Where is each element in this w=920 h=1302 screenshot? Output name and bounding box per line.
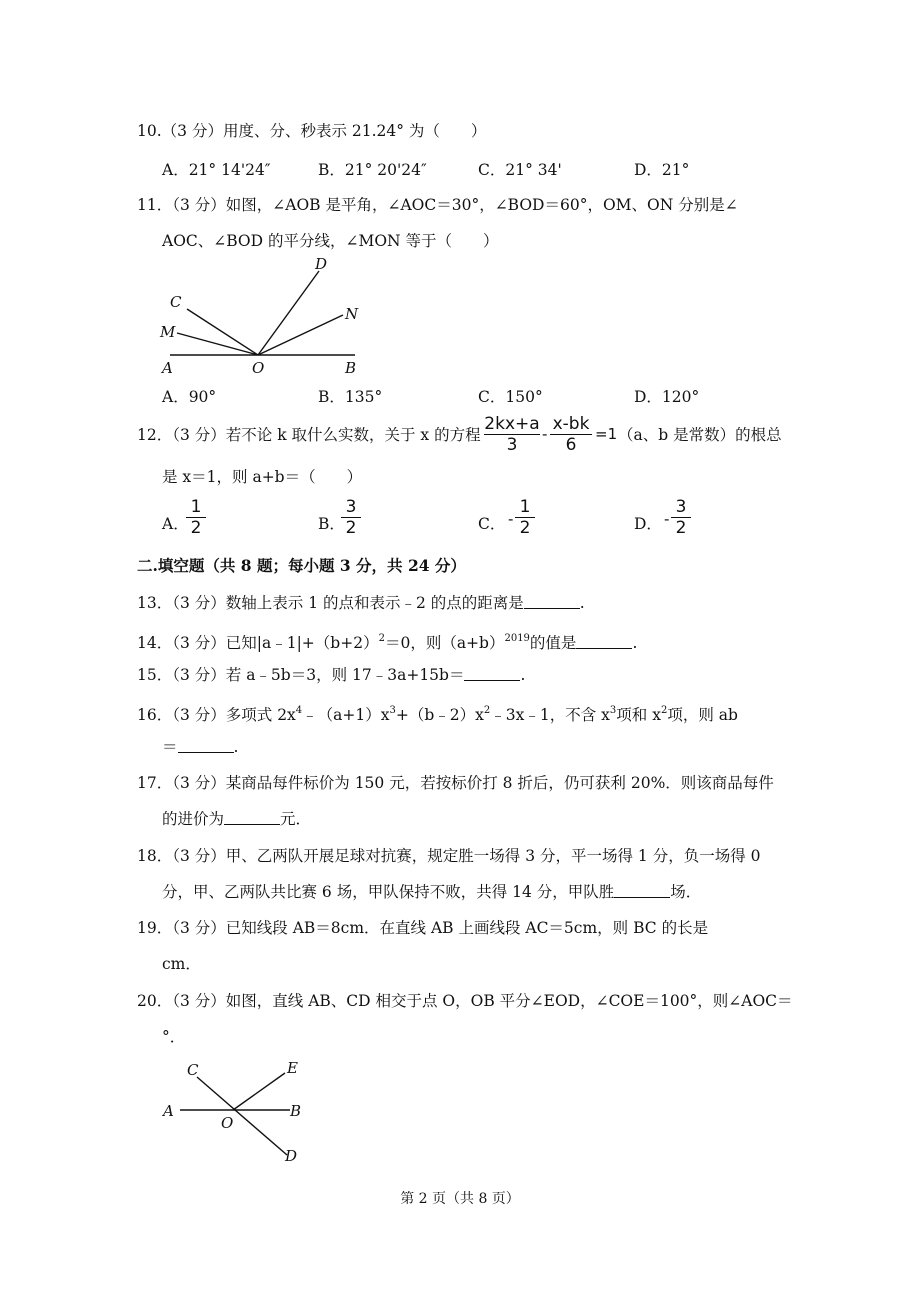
q17-answer-blank [224,810,280,825]
q16-answer-blank [178,738,234,753]
section2-heading: 二.填空题（共 8 题；每小题 3 分，共 24 分） [137,556,466,575]
q12-rhs: =1 [595,425,618,443]
q14-text-a: 14．（3 分）已知|a﹣1|+（b+2） [137,634,379,652]
q20-label-d: D [285,1147,298,1165]
q12-option-b-num: 3 [345,497,357,517]
q19-line1: 19．（3 分）已知线段 AB＝8cm．在直线 AB 上画线段 AC＝5cm，则 BC 的长是 [137,919,709,937]
q19-line2: cm． [162,955,201,973]
q10-stem: 10.（3 分）用度、分、秒表示 21.24° 为（ ） [137,122,487,140]
q12-option-a-num: 1 [190,497,202,517]
q16-t5: 项和 x [616,706,661,724]
q11-label-n: N [345,305,359,323]
q20-label-c: C [187,1061,199,1079]
q20-label-a: A [163,1102,174,1120]
q13-end: . [579,594,585,612]
q11-option-b: B．135° [318,388,383,406]
q16-s3: 2 [483,705,491,716]
q12-option-a-label: A． [162,515,189,533]
q18-line2-suffix: 场． [670,883,702,901]
q18-line1: 18．（3 分）甲、乙两队开展足球对抗赛，规定胜一场得 3 分，平一场得 1 分，负一场得 0 [137,847,761,865]
q11-option-a: A．90° [162,388,217,406]
q12-option-d-num: 3 [675,497,687,517]
q16-s5: 2 [660,705,668,716]
q12-fraction-2 [550,414,592,455]
q11-label-c: C [170,293,182,311]
q20-angle-figure [155,1055,315,1165]
q13 [137,592,585,614]
q11-angle-figure [155,255,375,375]
q12-frac1-numerator: 2kx+a [484,414,540,434]
q12-option-c-den: 2 [519,518,531,538]
q12-option-b-den: 2 [345,518,357,538]
q14-text-b: ＝0，则（a+b） [384,634,505,652]
q15-text: 15．（3 分）若 a﹣5b＝3，则 17﹣3a+15b＝ [137,666,465,684]
q11-stem-line1: 11．（3 分）如图，∠AOB 是平角，∠AOC＝30°，∠BOD＝60°，OM、ON 分别是∠ [137,196,738,214]
q11-label-d: D [315,255,328,273]
q16-line2-prefix: ＝ [162,738,178,756]
q16-line2 [162,736,238,758]
q14-end: . [632,634,638,652]
q12-option-c-label: C． [478,515,506,533]
q17-line2 [162,808,311,830]
q12-frac1-denominator: 3 [506,435,518,455]
q11-option-d: D．120° [634,388,700,406]
q12-option-a-fraction [186,497,206,538]
q16-t6: 项，则 ab [667,706,738,724]
q16-s1: 4 [295,705,303,716]
q10-option-a: A．21° 14'24″ [162,161,271,179]
q20-line2: °． [162,1028,186,1046]
q12-option-c-num: 1 [519,497,531,517]
q15-end: . [520,666,526,684]
q15 [137,664,525,686]
q15-answer-blank [464,666,520,681]
page-footer: 第 2 页（共 8 页） [400,1191,520,1207]
q11-option-c: C．150° [478,388,543,406]
q20-line1: 20．（3 分）如图，直线 AB、CD 相交于点 O，OB 平分∠EOD，∠COE＝100°，则∠AOC＝ [137,992,793,1010]
q11-label-o: O [252,359,265,375]
q16-s4: 3 [609,705,617,716]
q10-option-b: B．21° 20'24″ [318,161,427,179]
q12-option-b-label: B． [318,515,345,533]
q12-option-d-label: D． [634,515,662,533]
q18-line2-prefix: 分，甲、乙两队共比赛 6 场，甲队保持不败，共得 14 分，甲队胜 [162,883,615,901]
q12-frac2-numerator: x-bk [552,414,590,434]
q13-text: 13．（3 分）数轴上表示 1 的点和表示﹣2 的点的距离是 [137,594,524,612]
q14-answer-blank [576,634,632,649]
q12-stem-line2: 是 x＝1，则 a+b＝（ ） [162,468,363,486]
q11-label-m: M [160,323,176,341]
q11-label-a: A [162,359,173,375]
q12-minus: - [542,425,548,443]
q20-label-e: E [287,1059,298,1077]
q16-end: . [233,738,239,756]
q18-answer-blank [614,883,670,898]
q16-t2: ﹣（a+1）x [302,706,390,724]
q12-option-c-fraction [515,497,535,538]
q12-option-b-fraction [341,497,361,538]
q12-fraction-1 [484,414,540,455]
q10-option-d: D．21° [634,161,690,179]
q17-line1: 17．（3 分）某商品每件标价为 150 元，若按标价打 8 折后，仍可获利 20%．则该商品每件 [137,774,774,792]
q12-frac2-denominator: 6 [565,435,577,455]
q12-option-d-sign: - [664,510,670,528]
q11-stem-line2: AOC、∠BOD 的平分线，∠MON 等于（ ） [162,232,499,250]
q12-option-d-fraction [671,497,691,538]
q18-line2 [162,881,701,903]
q16-t4: ﹣3x﹣1，不含 x [490,706,610,724]
q16-line1 [137,700,738,726]
q12-option-c-sign: - [508,510,514,528]
q13-answer-blank [524,594,580,609]
q17-line2-prefix: 的进价为 [162,810,225,828]
q12-option-a-den: 2 [190,518,202,538]
q20-label-b: B [290,1102,302,1120]
q14-sup-a: 2 [378,633,385,644]
q14-text-c: 的值是 [529,634,577,652]
q12-stem-prefix: 12．（3 分）若不论 k 取什么实数，关于 x 的方程 [137,426,481,444]
q12-stem-suffix: （a、b 是常数）的根总 [618,426,782,444]
q14-sup-b: 2019 [504,633,530,644]
q16-t1: 16．（3 分）多项式 2x [137,706,296,724]
q12-option-d-den: 2 [675,518,687,538]
q20-label-o: O [221,1114,234,1132]
q10-option-c: C．21° 34' [478,161,562,179]
q14 [137,628,637,654]
q16-t3: +（b﹣2）x [395,706,484,724]
q17-line2-suffix: 元． [280,810,312,828]
q11-label-b: B [345,359,357,375]
q16-s2: 3 [389,705,396,716]
